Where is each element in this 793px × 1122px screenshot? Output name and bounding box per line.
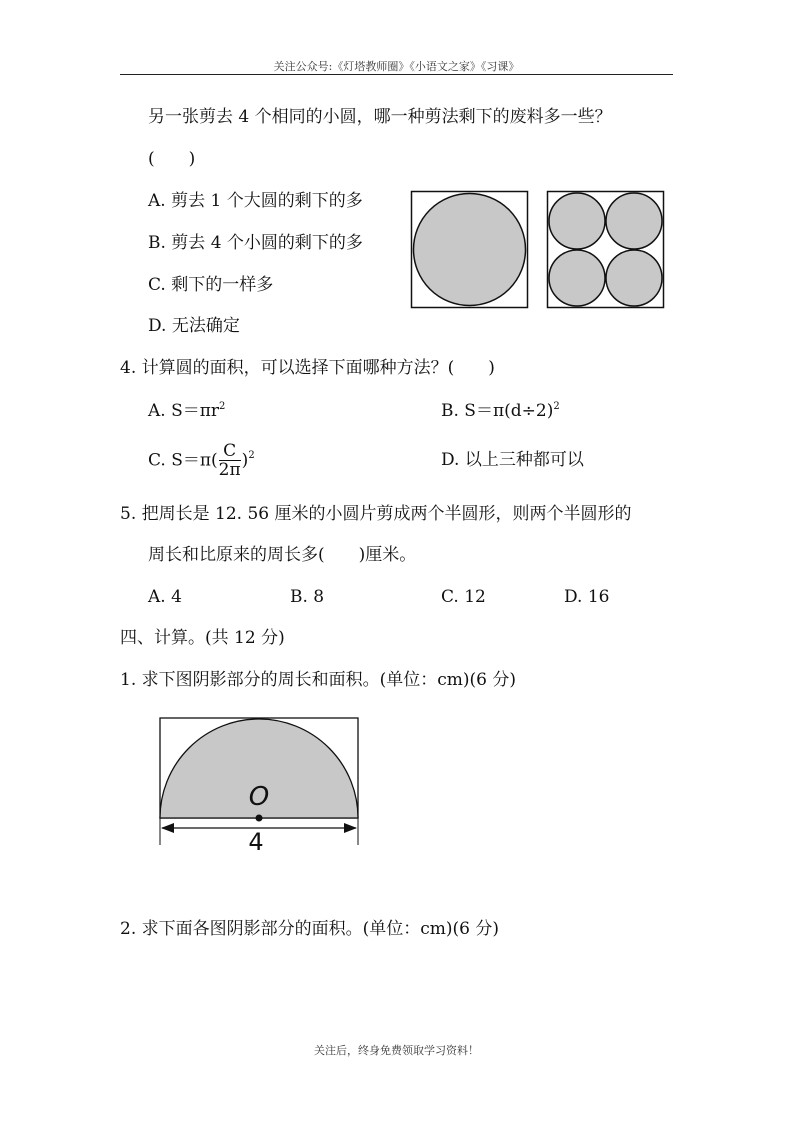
small-circle — [606, 250, 662, 306]
q4-option-a: A. $S=\pi r^2$ — [148, 401, 226, 421]
small-circle — [549, 193, 605, 249]
q4-option-b: B. $S=\pi(d\div 2)^2$ — [441, 401, 560, 421]
large-circle — [414, 194, 526, 306]
q3-answer-blank: ( ) — [148, 149, 196, 169]
q5-text-line1: 5. 把周长是 12. 56 厘米的小圆片剪成两个半圆形，则两个半圆形的 — [120, 504, 632, 524]
center-point — [256, 815, 263, 822]
section4-q1-text: 1. 求下图阴影部分的周长和面积。(单位：cm)(6 分) — [120, 670, 517, 690]
q3-option-a: A. 剪去 1 个大圆的剩下的多 — [148, 191, 363, 211]
small-circle — [549, 250, 605, 306]
q3-option-d: D. 无法确定 — [148, 316, 240, 336]
section4-q2-text: 2. 求下面各图阴影部分的面积。(单位：cm)(6 分) — [120, 919, 500, 939]
q5-option-d: D. 16 — [564, 587, 610, 607]
q3-text: 另一张剪去 4 个相同的小圆，哪一种剪法剩下的废料多一些？ — [148, 107, 612, 127]
page-footer: 关注后，终身免费领取学习资料！ — [314, 1044, 479, 1057]
q3-option-c: C. 剩下的一样多 — [148, 275, 274, 295]
arrow-right — [344, 823, 357, 833]
section-title: 四、计算。(共 12 分) — [120, 628, 285, 648]
dimension-label: 4 — [248, 828, 264, 856]
q4-option-d: D. 以上三种都可以 — [441, 450, 584, 470]
q3-option-b: B. 剪去 4 个小圆的剩下的多 — [148, 233, 363, 253]
q4-option-c: C. S＝π( $\frac{C}{2\pi}$ )$^2$ — [148, 441, 255, 480]
fraction: $\frac{C}{2\pi}$ — [218, 441, 241, 480]
small-circle — [606, 193, 662, 249]
semicircle-figure — [150, 710, 370, 860]
q5-option-c: C. 12 — [441, 587, 486, 607]
arrow-left — [161, 823, 174, 833]
page-header: 关注公众号:《灯塔教师圈》《小语文之家》《习课》 — [273, 60, 520, 73]
header-rule — [120, 74, 673, 75]
large-circle-figure — [410, 190, 530, 310]
center-label: O — [248, 782, 270, 812]
q4-text: 4. 计算圆的面积，可以选择下面哪种方法？( ) — [120, 358, 495, 378]
q5-option-b: B. 8 — [290, 587, 325, 607]
q5-option-a: A. 4 — [148, 587, 182, 607]
q5-text-line2: 周长和比原来的周长多( )厘米。 — [148, 545, 417, 565]
four-circles-figure — [546, 190, 666, 310]
